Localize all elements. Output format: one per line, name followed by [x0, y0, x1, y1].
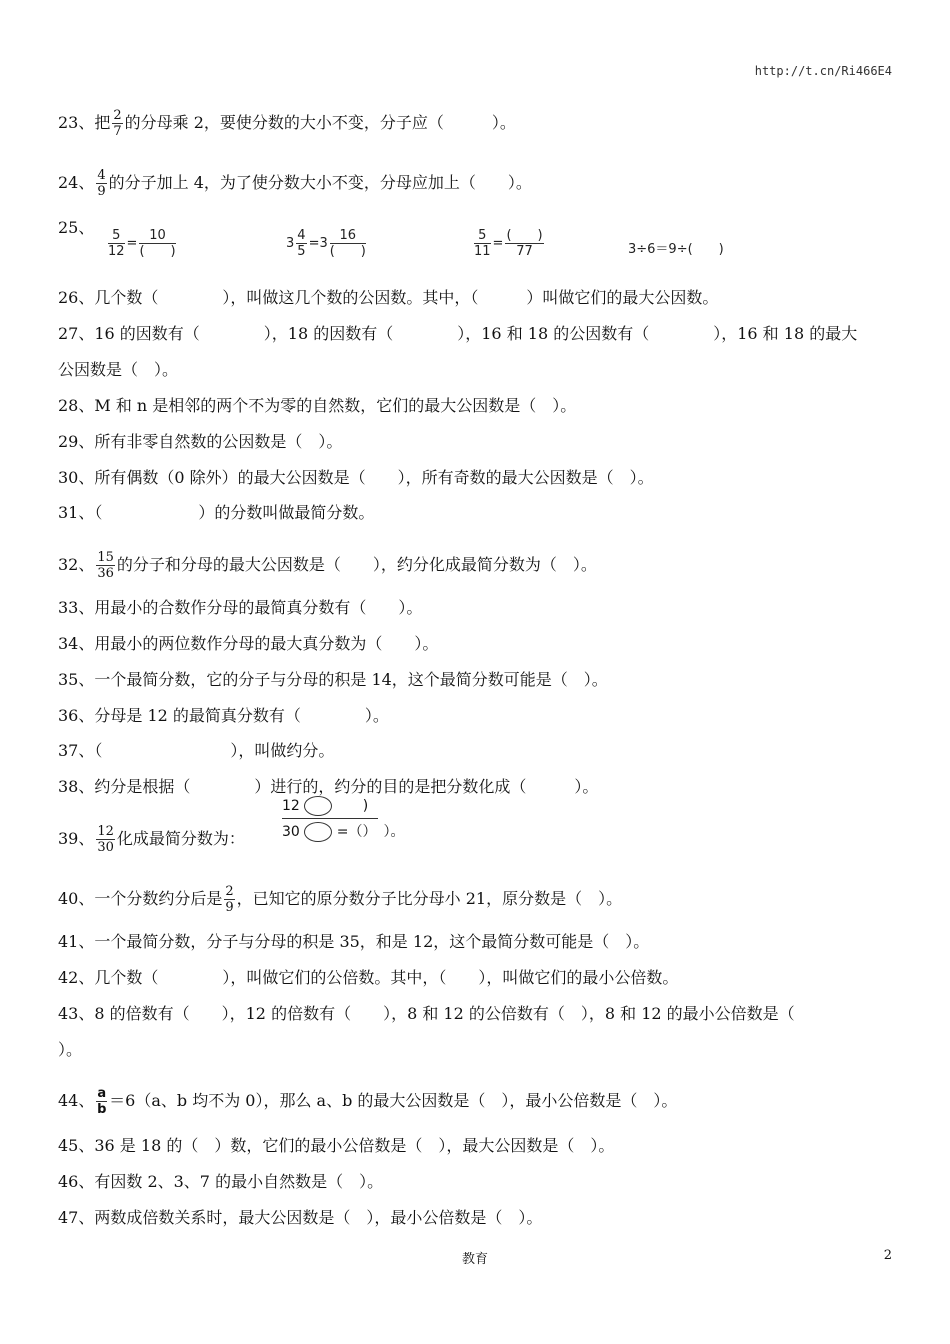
fraction	[505, 228, 543, 259]
denominator: 5	[297, 244, 306, 259]
question-29: 29、所有非零自然数的公因数是（ ）。	[58, 432, 343, 451]
fraction	[330, 228, 366, 259]
q39-working	[282, 796, 404, 842]
q39-bottom-row	[282, 819, 404, 842]
question-25-label: 25、	[58, 218, 95, 237]
equation-1	[106, 228, 178, 259]
equation-3	[472, 228, 546, 259]
denominator: 12	[108, 244, 125, 259]
question-33: 33、用最小的合数作分母的最简真分数有（ ）。	[58, 598, 423, 617]
question-35: 35、一个最简分数，它的分子与分母的积是 14，这个最简分数可能是（ ）。	[58, 670, 608, 689]
q39-top-end: )	[362, 798, 369, 814]
numerator: 12	[97, 824, 114, 839]
question-43-line-2: ）。	[58, 1040, 83, 1059]
numerator: 4	[97, 168, 106, 183]
denominator: ( )	[139, 244, 176, 259]
numerator: ( )	[506, 228, 543, 243]
denominator: 9	[225, 900, 234, 915]
circle-blank	[304, 822, 332, 842]
fraction	[296, 228, 306, 259]
denominator: 9	[97, 184, 106, 199]
question-47: 47、两数成倍数关系时，最大公因数是（ ），最小公倍数是（ ）。	[58, 1208, 543, 1227]
fraction	[112, 108, 122, 139]
numerator: 2	[225, 884, 234, 899]
q24-text: 的分子加上 4，为了使分数大小不变，分母应加上（ ）。	[108, 173, 532, 192]
q23-text: 的分母乘 2，要使分数的大小不变，分子应（ ）。	[124, 113, 516, 132]
question-37: 37、（ ），叫做约分。	[58, 741, 335, 760]
question-44	[58, 1086, 677, 1117]
q32-prefix: 32、	[58, 555, 95, 574]
denominator: 36	[97, 566, 114, 581]
question-23	[58, 108, 516, 139]
q39-top-number: 12	[282, 798, 300, 814]
fraction	[224, 884, 234, 915]
equals: =	[492, 236, 504, 251]
numerator: 15	[97, 550, 114, 565]
equals: =3	[308, 236, 328, 251]
q39-text: 化成最简分数为：	[116, 829, 245, 848]
equation-4: 3÷6＝9÷( )	[628, 242, 724, 257]
question-26: 26、几个数（ ），叫做这几个数的公因数。其中，（ ）叫做它们的最大公因数。	[58, 288, 719, 307]
whole-number: 3	[286, 236, 295, 251]
equation-2	[286, 228, 368, 259]
question-30: 30、所有偶数（0 除外）的最大公因数是（ ），所有奇数的最大公因数是（ ）。	[58, 468, 654, 487]
question-31: 31、（ ）的分数叫做最简分数。	[58, 503, 375, 522]
denominator: 77	[516, 244, 533, 259]
q44-prefix: 44、	[58, 1091, 95, 1110]
question-36: 36、分母是 12 的最简真分数有（ ）。	[58, 706, 389, 725]
equals: =	[126, 236, 138, 251]
q39-prefix: 39、	[58, 829, 95, 848]
question-32	[58, 550, 597, 581]
question-43-line-1: 43、8 的倍数有（ ），12 的倍数有（ ），8 和 12 的公倍数有（ ），8 和 12 的最小公倍数是（	[58, 1004, 795, 1023]
q44-text: ＝6（a、b 均不为 0），那么 a、b 的最大公因数是（ ），最小公倍数是（ ）。	[109, 1091, 678, 1110]
fraction	[96, 824, 115, 855]
numerator: 16	[330, 228, 366, 244]
denominator: 30	[97, 840, 114, 855]
denominator: b	[97, 1102, 107, 1117]
circle-blank	[304, 796, 332, 816]
question-46: 46、有因数 2、3、7 的最小自然数是（ ）。	[58, 1172, 384, 1191]
numerator: 2	[113, 108, 122, 123]
question-34: 34、用最小的两位数作分母的最大真分数为（ ）。	[58, 634, 439, 653]
denominator: ( )	[329, 244, 366, 259]
denominator: 11	[474, 244, 491, 259]
fraction	[139, 228, 175, 259]
footer-text: 教育	[461, 1252, 488, 1267]
denominator: 7	[113, 124, 122, 139]
q32-text: 的分子和分母的最大公因数是（ ），约分化成最简分数为（ ）。	[116, 555, 597, 574]
fraction	[96, 550, 115, 581]
fraction	[108, 228, 125, 259]
fraction	[96, 168, 106, 199]
question-42: 42、几个数（ ），叫做它们的公倍数。其中，（ ），叫做它们的最小公倍数。	[58, 968, 679, 987]
q40-text: ，已知它的原分数分子比分母小 21，原分数是（ ）。	[236, 889, 623, 908]
fraction	[474, 228, 491, 259]
q23-prefix: 23、把	[58, 113, 111, 132]
q24-prefix: 24、	[58, 173, 95, 192]
numerator: 5	[108, 228, 125, 244]
question-27-line-1: 27、16 的因数有（ ），18 的因数有（ ），16 和 18 的公因数有（ ），16 和 18 的最大	[58, 324, 858, 343]
question-41: 41、一个最简分数，分子与分母的积是 35，和是 12，这个最简分数可能是（ ）。	[58, 932, 650, 951]
question-38: 38、约分是根据（ ）进行的，约分的目的是把分数化成（ ）。	[58, 777, 599, 796]
question-40	[58, 884, 622, 915]
numerator: 5	[474, 228, 491, 244]
numerator: 10	[139, 228, 175, 244]
page-number: 2	[883, 1248, 892, 1263]
fraction	[96, 1086, 107, 1117]
question-28: 28、M 和 n 是相邻的两个不为零的自然数，它们的最大公因数是（ ）。	[58, 396, 577, 415]
question-45: 45、36 是 18 的（ ）数，它们的最小公倍数是（ ），最大公因数是（ ）。	[58, 1136, 615, 1155]
question-39	[58, 824, 245, 855]
source-url: http://t.cn/Ri466E4	[754, 64, 892, 78]
question-27-line-2: 公因数是（ ）。	[58, 360, 179, 379]
q39-bottom-number: 30	[282, 824, 300, 840]
q39-top-row	[282, 796, 378, 819]
q40-prefix: 40、一个分数约分后是	[58, 889, 223, 908]
numerator: a	[97, 1086, 107, 1101]
q39-bottom-end: =（） ）。	[336, 824, 405, 840]
question-24	[58, 168, 532, 199]
numerator: 4	[297, 228, 306, 243]
